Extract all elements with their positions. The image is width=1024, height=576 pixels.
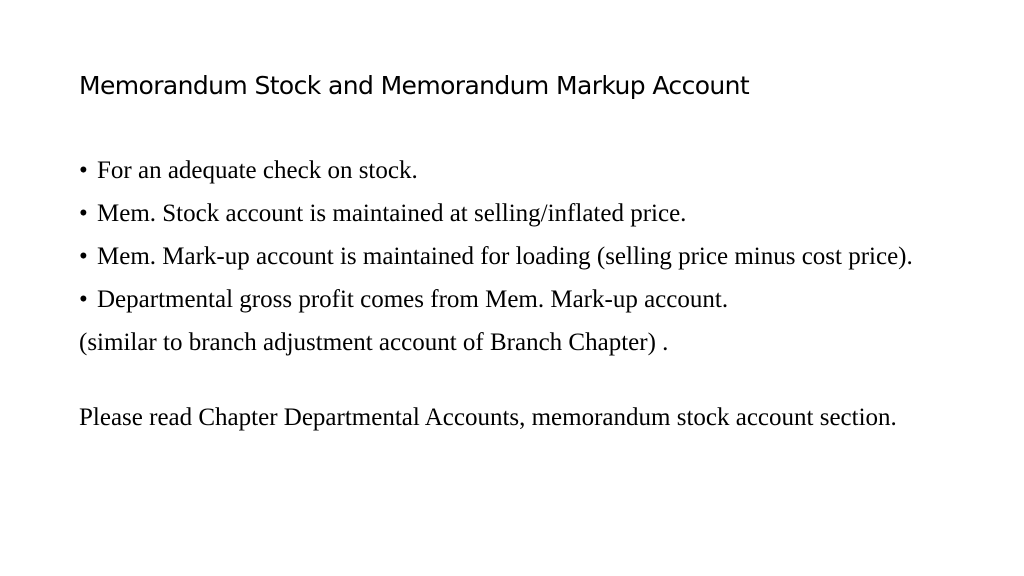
reading-paragraph: Please read Chapter Departmental Accounts, memorandum stock account section. — [79, 404, 897, 431]
bullet-text: Departmental gross profit comes from Mem. Mark-up account. — [97, 286, 729, 313]
note-paragraph: (similar to branch adjustment account of Branch Chapter) . — [79, 329, 669, 356]
bullet-marker: • — [79, 286, 88, 313]
bullet-item — [79, 198, 949, 230]
bullet-item — [79, 155, 949, 187]
bullet-text: Mem. Mark-up account is maintained for loading (selling price minus cost price). — [97, 243, 913, 270]
bullet-item — [79, 241, 949, 273]
bullet-marker: • — [79, 243, 88, 270]
bullet-list — [79, 155, 949, 316]
bullet-marker: • — [79, 157, 88, 184]
slide-body — [79, 155, 949, 434]
bullet-item — [79, 284, 949, 316]
slide-title: Memorandum Stock and Memorandum Markup Account — [79, 71, 750, 100]
bullet-text: For an adequate check on stock. — [97, 157, 418, 184]
bullet-marker: • — [79, 200, 88, 227]
bullet-text: Mem. Stock account is maintained at selling/inflated price. — [97, 200, 687, 227]
